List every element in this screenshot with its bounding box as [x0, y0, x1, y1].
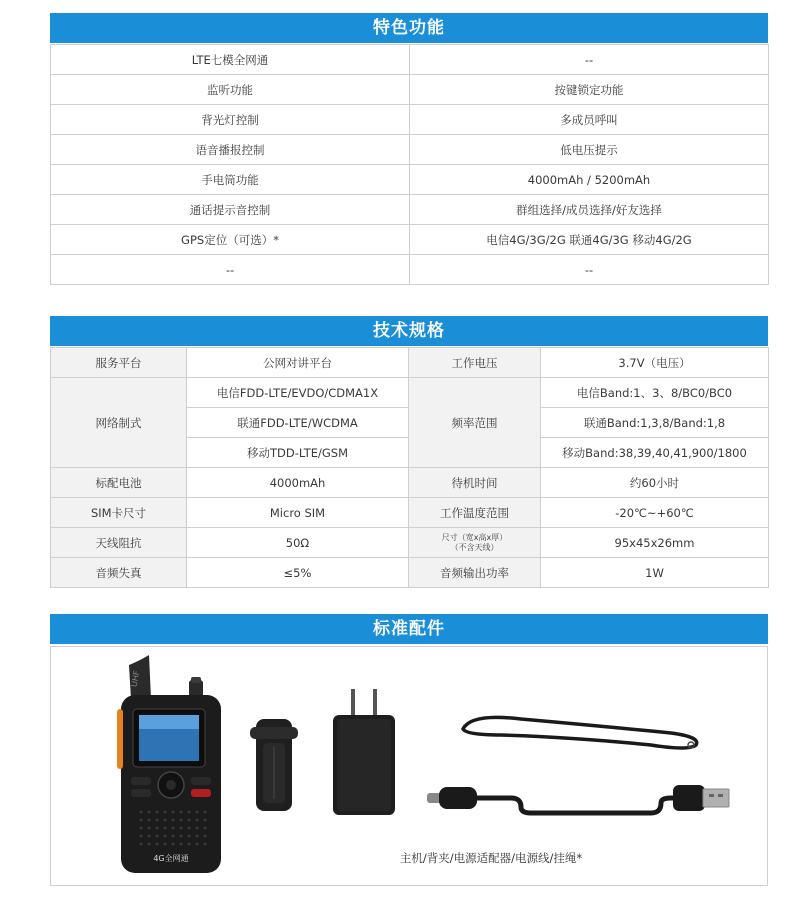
table-row [51, 468, 769, 498]
lanyard-image [463, 717, 697, 748]
temp-label: 工作温度范围 [409, 498, 541, 528]
table-row [51, 498, 769, 528]
specs-table [50, 347, 769, 588]
specs-title: 技术规格 [50, 316, 768, 346]
accessories-panel [50, 646, 768, 886]
sim-label: SIM卡尺寸 [51, 498, 187, 528]
table-row [51, 75, 769, 105]
size-label: 尺寸（宽x高x厚） [441, 532, 508, 542]
size-value: 95x45x26mm [541, 528, 769, 558]
table-row [51, 45, 769, 75]
table-row [51, 558, 769, 588]
table-row [51, 348, 769, 378]
feature-right-cell: 电信4G/3G/2G 联通4G/3G 移动4G/2G [410, 225, 769, 255]
feature-left-cell: 监听功能 [51, 75, 410, 105]
voltage-label: 工作电压 [409, 348, 541, 378]
network-value: 移动TDD-LTE/GSM [187, 438, 409, 468]
features-section [50, 13, 768, 285]
battery-value: 4000mAh [187, 468, 409, 498]
band-value: 联通Band:1,3,8/Band:1,8 [541, 408, 769, 438]
feature-left-cell: GPS定位（可选）* [51, 225, 410, 255]
feature-left-cell: -- [51, 255, 410, 285]
table-row [51, 195, 769, 225]
band-value: 电信Band:1、3、8/BC0/BC0 [541, 378, 769, 408]
network-value: 联通FDD-LTE/WCDMA [187, 408, 409, 438]
band-label: 频率范围 [409, 378, 541, 468]
feature-left-cell: 通话提示音控制 [51, 195, 410, 225]
table-row [51, 105, 769, 135]
feature-right-cell: 按键锁定功能 [410, 75, 769, 105]
feature-right-cell: 多成员呼叫 [410, 105, 769, 135]
features-table [50, 44, 769, 285]
feature-left-cell: 手电筒功能 [51, 165, 410, 195]
table-row [51, 225, 769, 255]
feature-left-cell: 背光灯控制 [51, 105, 410, 135]
feature-right-cell: -- [410, 255, 769, 285]
size-note: （不含天线） [450, 542, 499, 552]
battery-label: 标配电池 [51, 468, 187, 498]
power-label: 音频输出功率 [409, 558, 541, 588]
feature-left-cell: 语音播报控制 [51, 135, 410, 165]
radio-device-image [117, 655, 221, 873]
standby-label: 待机时间 [409, 468, 541, 498]
feature-right-cell: -- [410, 45, 769, 75]
band-value: 移动Band:38,39,40,41,900/1800 [541, 438, 769, 468]
table-row [51, 165, 769, 195]
voltage-value: 3.7V（电压） [541, 348, 769, 378]
power-adapter-image [333, 689, 395, 815]
standby-value: 约60小时 [541, 468, 769, 498]
table-row [51, 378, 769, 408]
accessories-title: 标准配件 [50, 614, 768, 644]
accessories-caption: 主机/背夹/电源适配器/电源线/挂绳* [399, 851, 583, 865]
features-title: 特色功能 [50, 13, 768, 43]
network-label: 网络制式 [51, 378, 187, 468]
feature-right-cell: 低电压提示 [410, 135, 769, 165]
antenna-label: 天线阻抗 [51, 528, 187, 558]
distortion-value: ≤5% [187, 558, 409, 588]
size-label-cell [409, 528, 541, 558]
table-row [51, 255, 769, 285]
sim-value: Micro SIM [187, 498, 409, 528]
radio-badge: 4G全网通 [153, 854, 189, 863]
belt-clip-image [250, 719, 298, 811]
power-value: 1W [541, 558, 769, 588]
radio-brand: UHF [129, 669, 142, 688]
feature-right-cell: 4000mAh ∕ 5200mAh [410, 165, 769, 195]
platform-label: 服务平台 [51, 348, 187, 378]
distortion-label: 音频失真 [51, 558, 187, 588]
table-row [51, 135, 769, 165]
feature-left-cell: LTE七模全网通 [51, 45, 410, 75]
antenna-value: 50Ω [187, 528, 409, 558]
accessories-section [50, 614, 768, 644]
temp-value: -20℃~+60℃ [541, 498, 769, 528]
feature-right-cell: 群组选择/成员选择/好友选择 [410, 195, 769, 225]
usb-cable-image [427, 785, 729, 813]
specs-section [50, 316, 768, 588]
network-value: 电信FDD-LTE/EVDO/CDMA1X [187, 378, 409, 408]
platform-value: 公网对讲平台 [187, 348, 409, 378]
table-row [51, 528, 769, 558]
